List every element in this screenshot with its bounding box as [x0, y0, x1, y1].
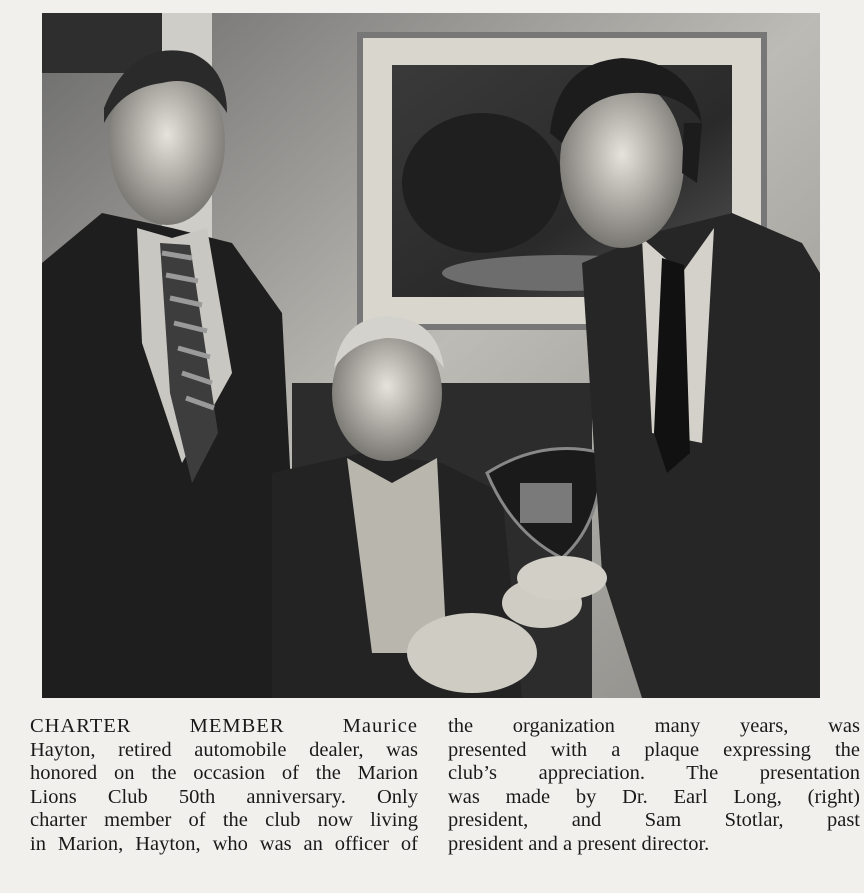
caption-line: Lions Club 50th anniversary. Only — [30, 785, 418, 808]
caption-line: charter member of the club now living — [30, 809, 418, 831]
caption-line: president, and Sam Stotlar, past — [448, 809, 860, 831]
caption-line: club’s appreciation. The presentation — [448, 762, 860, 784]
news-photo — [42, 13, 820, 698]
caption-line: president and a present director. — [448, 832, 710, 855]
caption-line: in Marion, Hayton, who was an officer of — [30, 832, 418, 855]
photo-caption — [30, 715, 860, 890]
caption-line: honored on the occasion of the Marion — [30, 762, 418, 784]
caption-line: the organization many years, was — [448, 715, 860, 737]
caption-line: was made by Dr. Earl Long, (right) — [448, 785, 860, 808]
caption-line: Hayton, retired automobile dealer, was — [30, 738, 418, 761]
newspaper-halftone-photo-icon — [42, 13, 820, 698]
caption-column-left — [30, 715, 418, 890]
caption-line: CHARTER MEMBER Maurice — [30, 715, 418, 737]
caption-column-right — [448, 715, 860, 890]
caption-line: presented with a plaque expressing the — [448, 738, 860, 761]
